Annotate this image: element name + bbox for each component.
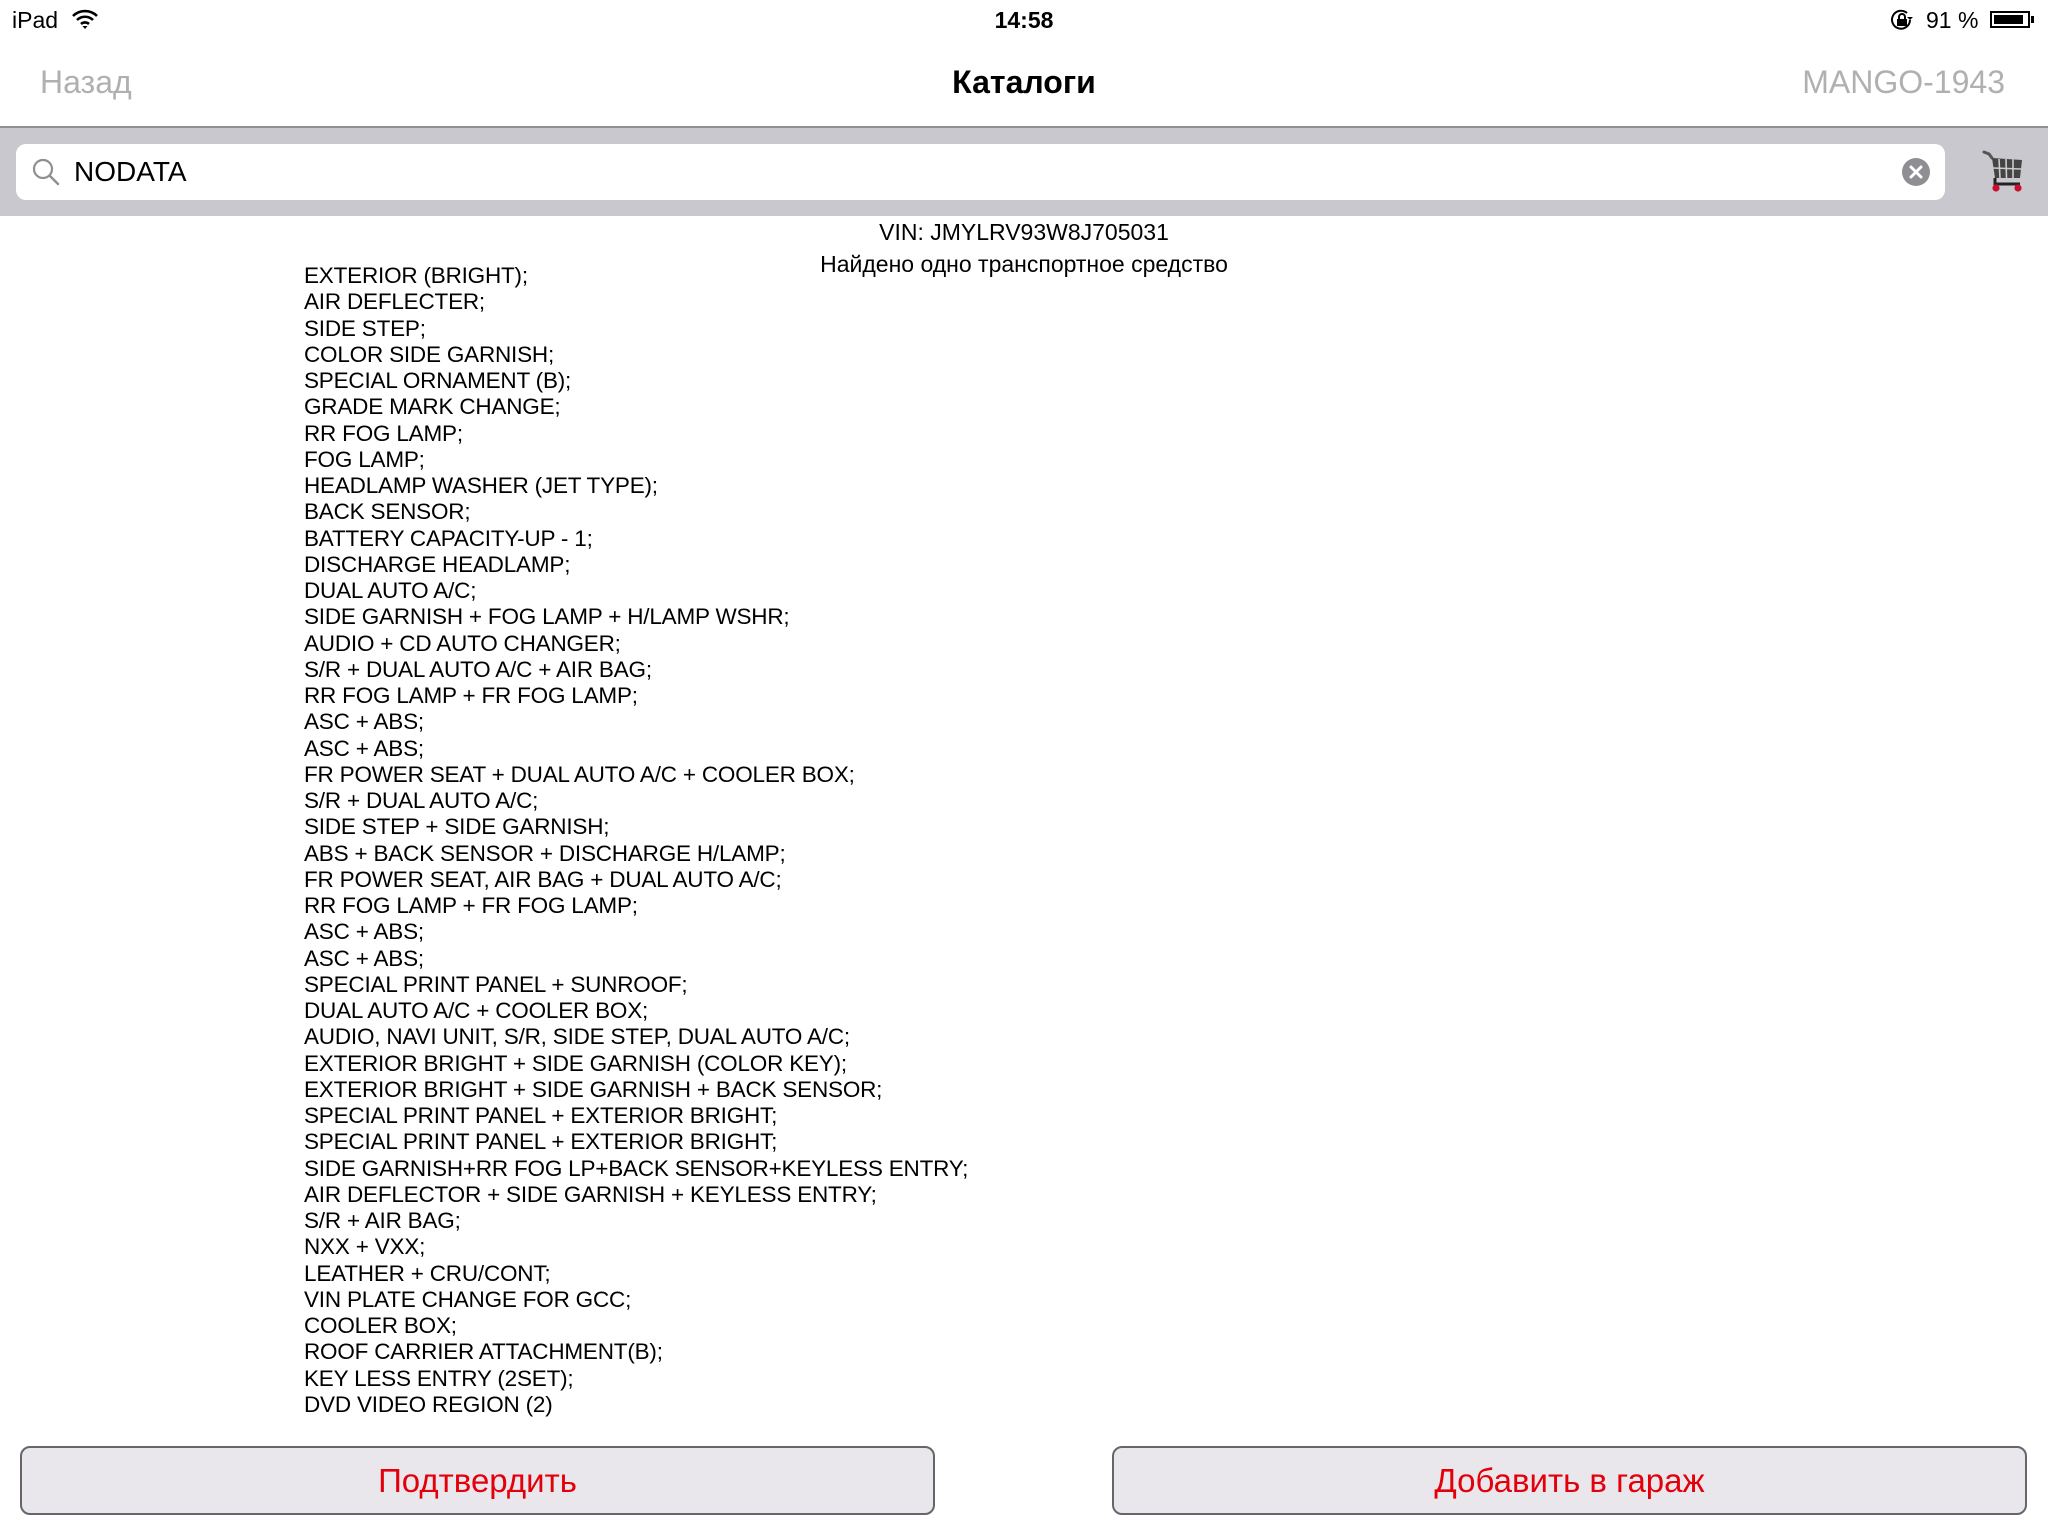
clock: 14:58 [994,7,1054,33]
option-item: AIR DEFLECTER; [304,289,485,315]
option-item: AIR DEFLECTOR + SIDE GARNISH + KEYLESS ENTRY; [304,1181,877,1207]
nav-bar [0,40,2048,128]
option-item: AUDIO + CD AUTO CHANGER; [304,630,621,656]
option-item: VIN PLATE CHANGE FOR GCC; [304,1286,632,1312]
battery-icon [1990,11,2030,28]
battery-fill [1994,15,2023,24]
option-item: FR POWER SEAT, AIR BAG + DUAL AUTO A/C; [304,866,782,892]
option-item: ASC + ABS; [304,735,424,761]
add-to-garage-button[interactable]: Добавить в гараж [1112,1446,2027,1515]
search-field[interactable] [16,144,1945,200]
option-item: EXTERIOR BRIGHT + SIDE GARNISH (COLOR KEY); [304,1050,847,1076]
confirm-button[interactable]: Подтвердить [20,1446,935,1515]
option-item: SIDE GARNISH + FOG LAMP + H/LAMP WSHR; [304,604,790,630]
option-item: GRADE MARK CHANGE; [304,394,561,420]
page-title: Каталоги [952,64,1096,100]
found-vehicles-label: Найдено одно транспортное средство [820,251,1228,277]
device-label: iPad [12,7,59,33]
option-item: COLOR SIDE GARNISH; [304,341,554,367]
option-item: DUAL AUTO A/C + COOLER BOX; [304,998,649,1023]
option-item: FR POWER SEAT + DUAL AUTO A/C + COOLER BOX; [304,761,855,787]
option-item: SPECIAL PRINT PANEL + SUNROOF; [304,971,688,997]
option-item: S/R + AIR BAG; [304,1208,461,1233]
clear-search-button[interactable] [1902,158,1930,186]
options-list-content [304,263,968,1418]
search-bar [0,128,2048,216]
option-item: FOG LAMP; [304,446,425,472]
option-item: NXX + VXX; [304,1234,426,1260]
option-item: SIDE STEP; [304,315,426,341]
option-item: RR FOG LAMP + FR FOG LAMP; [304,893,638,918]
account-button[interactable]: MANGO-1943 [1802,64,2005,100]
option-item: HEADLAMP WASHER (JET TYPE); [304,473,658,498]
option-item: DUAL AUTO A/C; [304,578,477,603]
vin-label: VIN: JMYLRV93W8J705031 [879,219,1169,245]
option-item: RR FOG LAMP + FR FOG LAMP; [304,683,638,708]
option-item: ASC + ABS; [304,919,424,945]
cart-icon[interactable] [1982,148,2026,196]
option-item: AUDIO, NAVI UNIT, S/R, SIDE STEP, DUAL AUTO A/C; [304,1024,850,1050]
option-item: S/R + DUAL AUTO A/C + AIR BAG; [304,656,652,682]
option-item: RR FOG LAMP; [304,420,463,446]
option-item: KEY LESS ENTRY (2SET); [304,1365,574,1391]
option-item: DVD VIDEO REGION (2) [304,1391,553,1417]
option-item: S/R + DUAL AUTO A/C; [304,788,539,813]
option-item: SPECIAL ORNAMENT (B); [304,368,572,393]
search-input[interactable] [74,144,1854,200]
clear-icon [1902,158,1930,186]
status-bar [0,0,2048,40]
option-item: SPECIAL PRINT PANEL + EXTERIOR BRIGHT; [304,1103,778,1128]
option-item: ASC + ABS; [304,945,424,971]
option-item: SIDE GARNISH+RR FOG LP+BACK SENSOR+KEYLESS ENTRY; [304,1155,969,1181]
option-item: DISCHARGE HEADLAMP; [304,551,571,577]
option-item: EXTERIOR (BRIGHT); [304,263,528,288]
option-item: ASC + ABS; [304,709,424,735]
option-item: BATTERY CAPACITY-UP - 1; [304,525,593,551]
option-item: BACK SENSOR; [304,499,471,525]
option-item: COOLER BOX; [304,1313,457,1338]
battery-tip [2031,16,2034,23]
back-button[interactable]: Назад [40,64,132,100]
option-item: EXTERIOR BRIGHT + SIDE GARNISH + BACK SENSOR; [304,1076,883,1102]
orientation-lock-icon [1890,9,1914,31]
battery-percent: 91 % [1926,7,1979,33]
option-item: ABS + BACK SENSOR + DISCHARGE H/LAMP; [304,840,786,866]
option-item: ROOF CARRIER ATTACHMENT(B); [304,1339,663,1365]
option-item: SPECIAL PRINT PANEL + EXTERIOR BRIGHT; [304,1129,778,1155]
search-icon [31,157,61,187]
option-item: LEATHER + CRU/CONT; [304,1260,551,1286]
option-item: SIDE STEP + SIDE GARNISH; [304,814,610,840]
